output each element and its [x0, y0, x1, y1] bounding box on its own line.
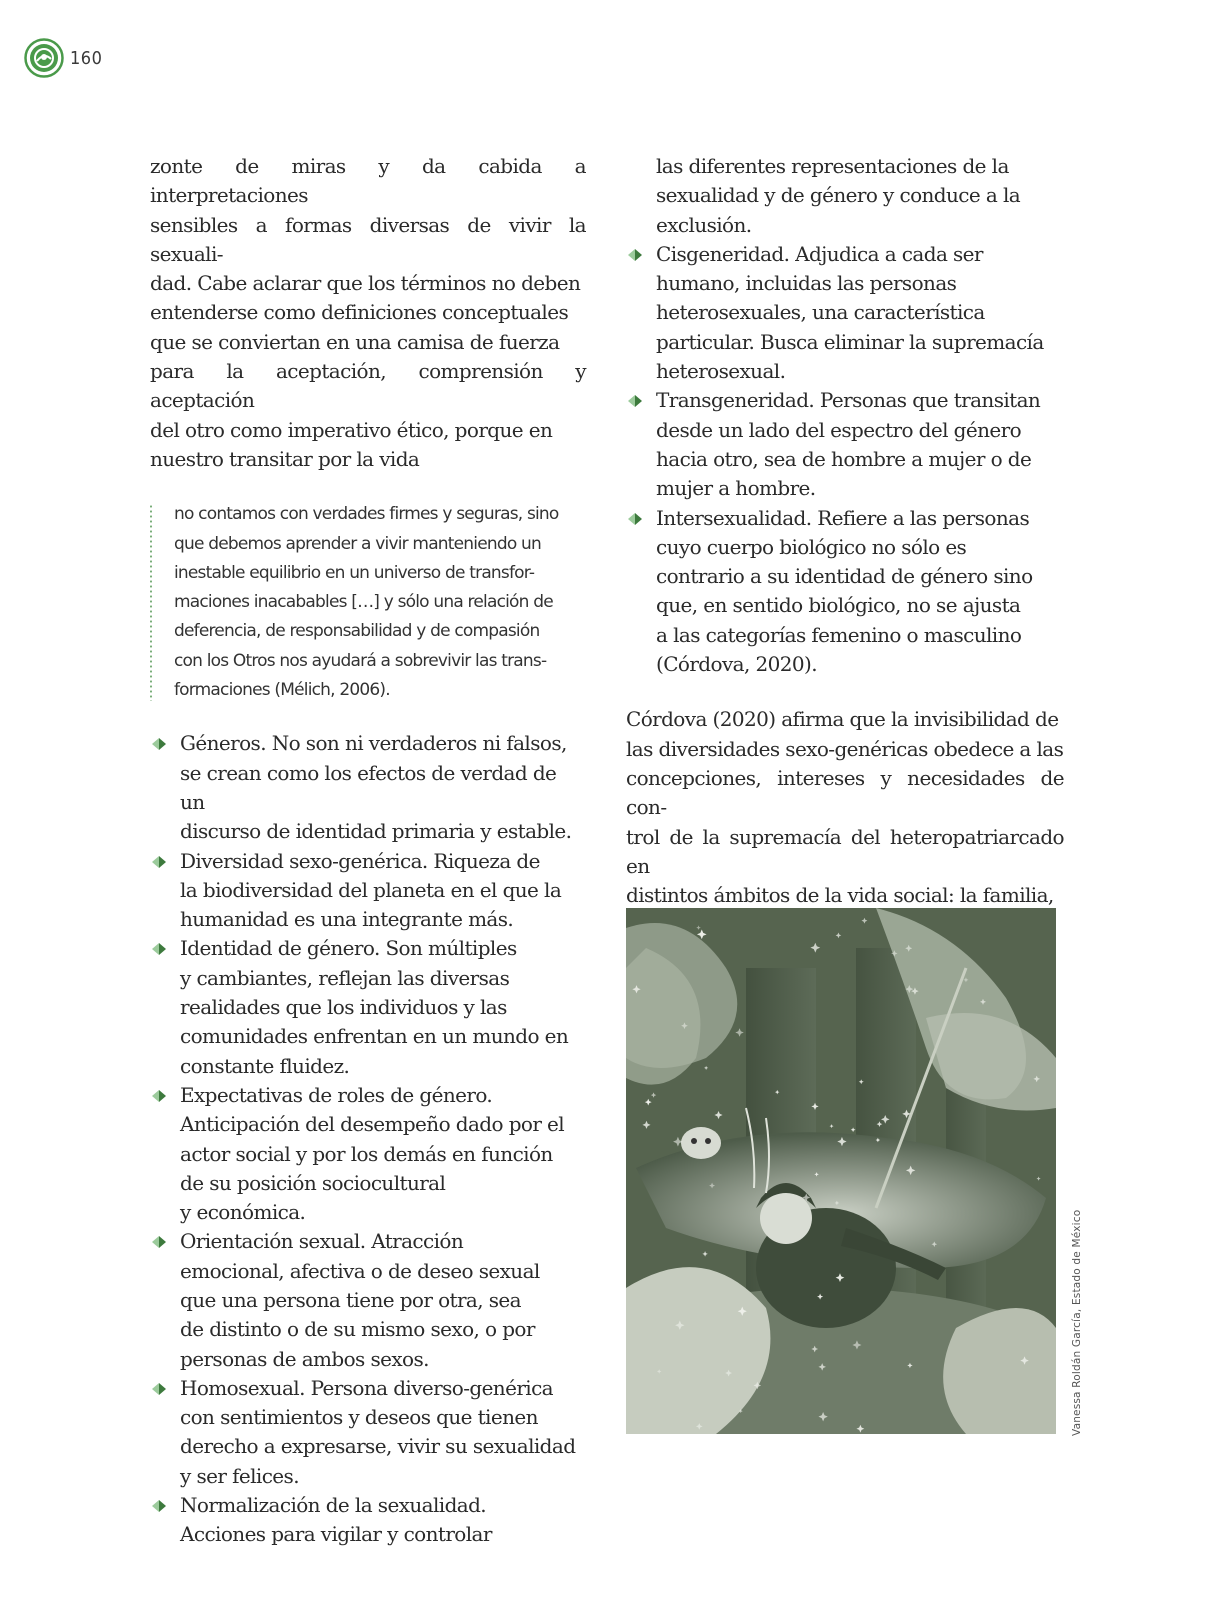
text-line: hacia otro, sea de hombre a mujer o de — [656, 446, 1032, 471]
text-line: las diversidades sexo-genéricas obedece a las — [626, 736, 1064, 761]
section-badge-icon — [24, 38, 64, 78]
text-line: sexualidad y de género y conduce a la — [656, 183, 1021, 208]
definition-list-item — [626, 504, 1064, 680]
text-line: entenderse como definiciones conceptuales — [150, 300, 569, 325]
definition-list-item — [150, 847, 586, 935]
text-line: zonte de miras y da cabida a interpretaciones — [150, 154, 586, 208]
illustration-credit: Vanessa Roldán García, Estado de México — [1071, 1209, 1083, 1436]
text-line: heterosexuales, una característica — [656, 300, 985, 325]
page-header — [24, 38, 102, 78]
right-column — [626, 152, 1064, 940]
text-line: humano, incluidas las personas — [656, 271, 957, 296]
definition-text — [656, 506, 1033, 676]
text-line: que una persona tiene por otra, sea — [180, 1287, 521, 1312]
quote-line: con los Otros nos ayudará a sobrevivir las trans- — [174, 650, 547, 671]
text-line: dad. Cabe aclarar que los términos no deben — [150, 271, 581, 296]
definition-list-item — [150, 729, 586, 846]
page-number: 160 — [70, 47, 103, 69]
diamond-bullet-icon — [152, 856, 166, 868]
definition-list-item — [150, 934, 586, 1080]
diamond-bullet-icon — [152, 1090, 166, 1102]
text-line: las diferentes representaciones de la — [656, 154, 1009, 178]
definition-text — [656, 388, 1040, 500]
text-line: del otro como imperativo ético, porque en — [150, 417, 553, 442]
text-line: emocional, afectiva o de deseo sexual — [180, 1258, 540, 1283]
cordova-paragraph — [626, 705, 1064, 939]
text-line: actor social y por los demás en función — [180, 1141, 553, 1166]
text-line: contrario a su identidad de género sino — [656, 564, 1033, 589]
diamond-bullet-icon — [152, 738, 166, 750]
definitions-list — [150, 729, 586, 1549]
text-line: trol de la supremacía del heteropatriarcado en — [626, 824, 1064, 878]
definition-list-item — [150, 1081, 586, 1227]
text-line: discurso de identidad primaria y estable. — [180, 819, 572, 844]
quote-dotted-rule — [150, 504, 152, 701]
text-line: que, en sentido biológico, no se ajusta — [656, 593, 1021, 618]
quote-line: deferencia, de responsabilidad y de compasión — [174, 621, 540, 642]
definition-text — [180, 1376, 575, 1488]
left-column — [150, 152, 586, 1550]
text-line: para la aceptación, comprensión y aceptación — [150, 359, 586, 413]
text-line: comunidades enfrentan en un mundo en — [180, 1024, 569, 1049]
text-line: concepciones, intereses y necesidades de con- — [626, 765, 1064, 820]
text-line: personas de ambos sexos. — [180, 1346, 429, 1371]
definition-text — [180, 936, 568, 1077]
text-line: y económica. — [180, 1200, 306, 1225]
text-line: se crean como los efectos de verdad de un — [180, 760, 557, 814]
diamond-bullet-icon — [152, 943, 166, 955]
text-line: particular. Busca eliminar la supremacía — [656, 329, 1044, 354]
text-line: con sentimientos y deseos que tienen — [180, 1405, 538, 1430]
forest-swing-illustration — [626, 908, 1056, 1434]
text-line: sensibles a formas diversas de vivir la sexuali- — [150, 212, 586, 266]
definition-text — [180, 1229, 540, 1370]
text-line: exclusión. — [656, 212, 752, 237]
definition-text — [656, 242, 1044, 383]
definition-list-item — [626, 386, 1064, 503]
definition-list-item — [150, 1491, 586, 1550]
intro-paragraph — [150, 152, 586, 474]
continuation-text — [626, 152, 1064, 240]
quote-line: maciones inacabables […] y sólo una relación de — [174, 592, 553, 613]
definition-list-item — [150, 1227, 586, 1373]
definitions-list-continued — [626, 240, 1064, 679]
text-line: y cambiantes, reflejan las diversas — [180, 965, 510, 990]
definition-text — [180, 1083, 564, 1224]
text-line: Expectativas de roles de género. — [180, 1082, 493, 1107]
diamond-bullet-icon — [152, 1500, 166, 1512]
diamond-bullet-icon — [152, 1383, 166, 1395]
text-line: Cisgeneridad. Adjudica a cada ser — [656, 241, 983, 266]
quote-line: que debemos aprender a vivir manteniendo un — [174, 533, 541, 554]
text-line: Normalización de la sexualidad. — [180, 1493, 487, 1518]
text-line: (Córdova, 2020). — [656, 652, 817, 677]
block-quote — [150, 500, 586, 705]
text-line: Géneros. No son ni verdaderos ni falsos, — [180, 731, 567, 756]
quote-text — [174, 500, 586, 705]
text-line: la biodiversidad del planeta en el que la — [180, 877, 562, 902]
text-line: constante fluidez. — [180, 1053, 350, 1078]
definition-text — [180, 731, 571, 843]
quote-line: no contamos con verdades firmes y seguras, sino — [174, 504, 559, 525]
text-line: de su posición sociocultural — [180, 1170, 446, 1195]
text-line: Orientación sexual. Atracción — [180, 1229, 464, 1254]
quote-line: formaciones (Mélich, 2006). — [174, 680, 390, 701]
diamond-bullet-icon — [628, 513, 642, 525]
text-line: Homosexual. Persona diverso-genérica — [180, 1375, 553, 1400]
text-line: que se conviertan en una camisa de fuerza — [150, 329, 560, 354]
definition-text — [180, 1493, 492, 1546]
text-line: humanidad es una integrante más. — [180, 907, 514, 932]
text-line: y ser felices. — [180, 1463, 299, 1488]
text-line: heterosexual. — [656, 359, 786, 384]
text-line: derecho a expresarse, vivir su sexualidad — [180, 1434, 576, 1459]
text-line: Identidad de género. Son múltiples — [180, 936, 517, 961]
text-line: Córdova (2020) afirma que la invisibilidad de — [626, 707, 1059, 732]
definition-list-item — [150, 1374, 586, 1491]
text-line: mujer a hombre. — [656, 476, 816, 501]
text-line: Transgeneridad. Personas que transitan — [656, 388, 1041, 413]
diamond-bullet-icon — [628, 249, 642, 261]
text-line: cuyo cuerpo biológico no sólo es — [656, 534, 967, 559]
text-line: Acciones para vigilar y controlar — [180, 1522, 492, 1547]
text-line: realidades que los individuos y las — [180, 995, 507, 1020]
quote-line: inestable equilibrio en un universo de transfor- — [174, 562, 535, 583]
text-line: de distinto o de su mismo sexo, o por — [180, 1317, 535, 1342]
definition-list-item — [626, 240, 1064, 386]
text-line: Anticipación del desempeño dado por el — [180, 1112, 565, 1137]
text-line: nuestro transitar por la vida — [150, 446, 420, 471]
text-line: desde un lado del espectro del género — [656, 417, 1022, 442]
diamond-bullet-icon — [628, 395, 642, 407]
text-line: Intersexualidad. Refiere a las personas — [656, 505, 1030, 530]
diamond-bullet-icon — [152, 1236, 166, 1248]
text-line: Diversidad sexo-genérica. Riqueza de — [180, 848, 540, 873]
definition-text — [180, 849, 561, 932]
text-line: a las categorías femenino o masculino — [656, 622, 1022, 647]
text-line: distintos ámbitos de la vida social: la familia, — [626, 883, 1054, 908]
